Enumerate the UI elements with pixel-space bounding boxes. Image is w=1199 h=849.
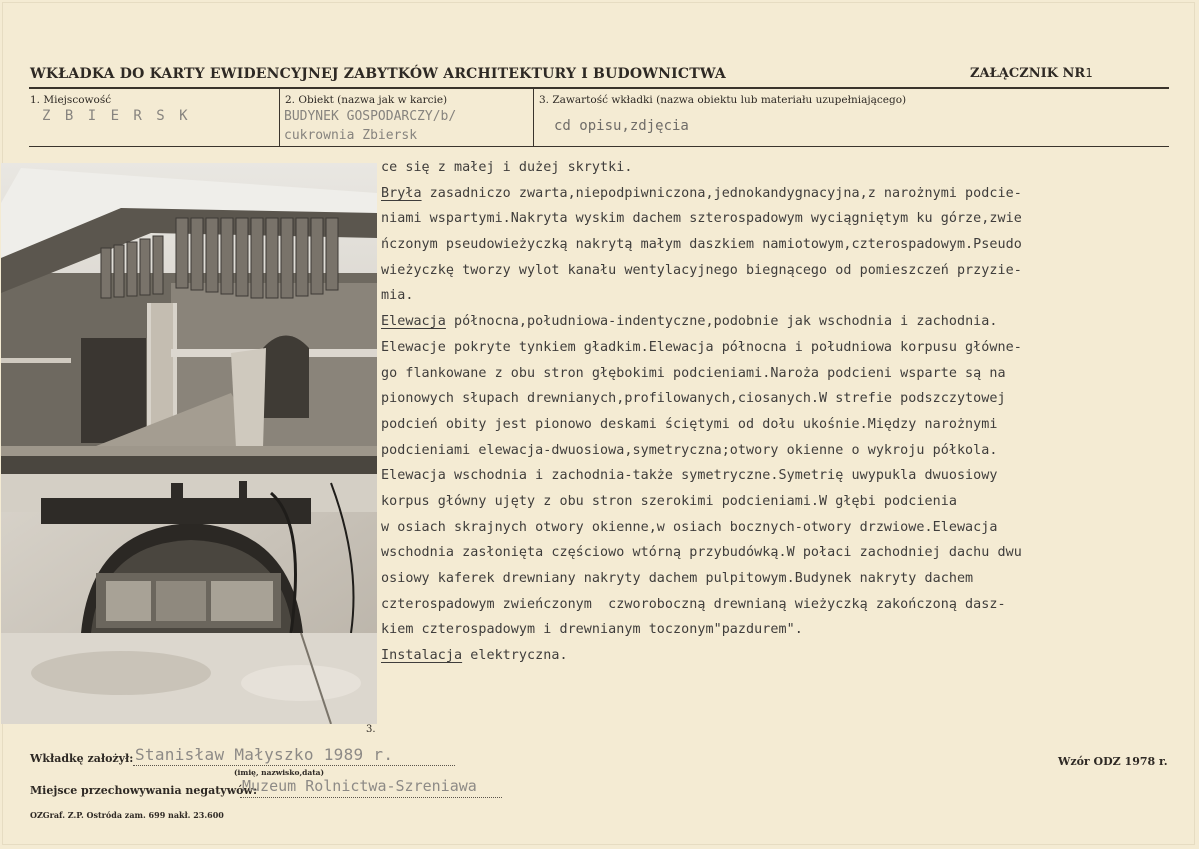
form-model: Wzór ODZ 1978 r. xyxy=(1058,755,1168,768)
text-line xyxy=(381,592,1171,618)
negatives-label: Miejsce przechowywania negatywów: xyxy=(30,784,258,797)
text-line xyxy=(381,206,1171,232)
text-line xyxy=(381,463,1171,489)
header-rule-bottom xyxy=(29,146,1169,147)
text-line xyxy=(381,309,1171,335)
building-photo-image xyxy=(1,163,377,724)
line-text: północna,południowa-indentyczne,podobnie jak wschodnia i zachodnia. xyxy=(445,314,998,330)
form-title: WKŁADKA DO KARTY EWIDENCYJNEJ ZABYTKÓW ARCHITEKTURY I BUDOWNICTWA xyxy=(30,66,726,82)
author-value: Stanisław Małyszko 1989 r. xyxy=(135,745,394,764)
contents-label: 3. Zawartość wkładki (nazwa obiektu lub materiału uzupełniającego) xyxy=(539,94,907,106)
annex-label-text: ZAŁĄCZNIK NR xyxy=(970,66,1086,81)
line-text: osiowy kaferek drewniany nakryty dachem pulpitowym.Budynek nakryty dachem xyxy=(381,571,974,586)
text-line xyxy=(381,540,1171,566)
line-text: Elewacje pokryte tynkiem gładkim.Elewacja północna i południowa korpusu główne- xyxy=(381,339,1022,355)
line-text: czterospadowym zwieńczonym czworoboczną drewnianą wieżyczką zakończoną dasz- xyxy=(381,596,1006,612)
negatives-value: Muzeum Rolnictwa-Szreniawa xyxy=(242,777,477,795)
locality-label: 1. Miejscowość xyxy=(30,94,112,106)
text-line xyxy=(381,515,1171,541)
section-heading: Instalacja xyxy=(381,648,463,664)
author-hint: (imię, nazwisko,data) xyxy=(234,768,325,777)
text-line xyxy=(381,283,1171,309)
line-text: podcieniami elewacja-dwuosiowa,symetryczna;otwory okienne o wykroju półkola. xyxy=(381,442,998,458)
line-text: zasadniczo zwarta,niepodpiwniczona,jednokandygnacyjna,z narożnymi podcie- xyxy=(421,185,1022,201)
author-label: Wkładkę założył: xyxy=(30,752,134,765)
text-line xyxy=(381,361,1171,387)
text-line xyxy=(381,412,1171,438)
text-line xyxy=(381,566,1171,592)
annex-label xyxy=(970,66,1092,81)
line-text: korpus główny ujęty z obu stron szerokimi podcieniami.W głębi podcienia xyxy=(381,493,957,509)
text-line xyxy=(381,232,1171,258)
photo-number: 3. xyxy=(366,724,376,735)
text-line xyxy=(381,489,1171,515)
line-text: ńczonym pseudowieżyczką nakrytą małym daszkiem namiotowym,czterospadowym.Pseudo xyxy=(381,237,1022,253)
text-line xyxy=(381,386,1171,412)
line-text: go flankowane z obu stron głębokimi podcieniami.Naroża podcieni wsparte są na xyxy=(381,365,1006,381)
line-text: ce się z małej i dużej skrytki. xyxy=(381,160,633,175)
line-text: wieżyczkę tworzy wylot kanału wentylacyjnego biegnącego od pomieszczeń przyzie- xyxy=(381,262,1022,278)
text-line xyxy=(381,258,1171,284)
annex-number: 1 xyxy=(1085,66,1093,80)
object-value-line1: BUDYNEK GOSPODARCZY/b/ xyxy=(284,109,457,124)
field-divider-2 xyxy=(533,89,534,147)
text-line xyxy=(381,335,1171,361)
line-text: niami wspartymi.Nakryta wyskim dachem szterospadowym wyciągniętym ku górze,zwie xyxy=(381,211,1022,227)
description-text xyxy=(381,155,1171,669)
locality-value: Z B I E R S K xyxy=(42,108,191,124)
section-heading: Bryła xyxy=(381,185,422,201)
line-text: mia. xyxy=(381,288,414,304)
negatives-dotted-line xyxy=(240,797,502,798)
section-heading: Elewacja xyxy=(381,314,446,330)
header-rule-top xyxy=(29,87,1169,89)
contents-value: cd opisu,zdjęcia xyxy=(554,118,689,134)
building-photo xyxy=(1,163,377,724)
text-line xyxy=(381,617,1171,643)
line-text: pionowych słupach drewnianych,profilowanych,ciosanych.W strefie podszczytowej xyxy=(381,391,1006,407)
text-line xyxy=(381,181,1171,207)
printer-note: OZGraf. Z.P. Ostróda zam. 699 nakł. 23.600 xyxy=(30,810,224,820)
object-label: 2. Obiekt (nazwa jak w karcie) xyxy=(285,94,448,106)
author-dotted-line xyxy=(133,765,455,766)
line-text: w osiach skrajnych otwory okienne,w osiach bocznych-otwory drzwiowe.Elewacja xyxy=(381,519,998,535)
line-text: Elewacja wschodnia i zachodnia-także symetryczne.Symetrię uwypukla dwuosiowy xyxy=(381,468,998,484)
line-text: wschodnia zasłonięta częściowo wtórną przybudówką.W połaci zachodniej dachu dwu xyxy=(381,545,1022,561)
object-value-line2: cukrownia Zbiersk xyxy=(284,128,418,143)
text-line xyxy=(381,438,1171,464)
text-line xyxy=(381,643,1171,669)
line-text: kiem czterospadowym i drewnianym toczonym"pazdurem". xyxy=(381,622,803,638)
line-text: elektryczna. xyxy=(462,648,568,664)
field-divider-1 xyxy=(279,89,280,147)
text-line xyxy=(381,155,1171,181)
line-text: podcień obity jest pionowo deskami ściętymi od dołu ukośnie.Między narożnymi xyxy=(381,416,998,432)
